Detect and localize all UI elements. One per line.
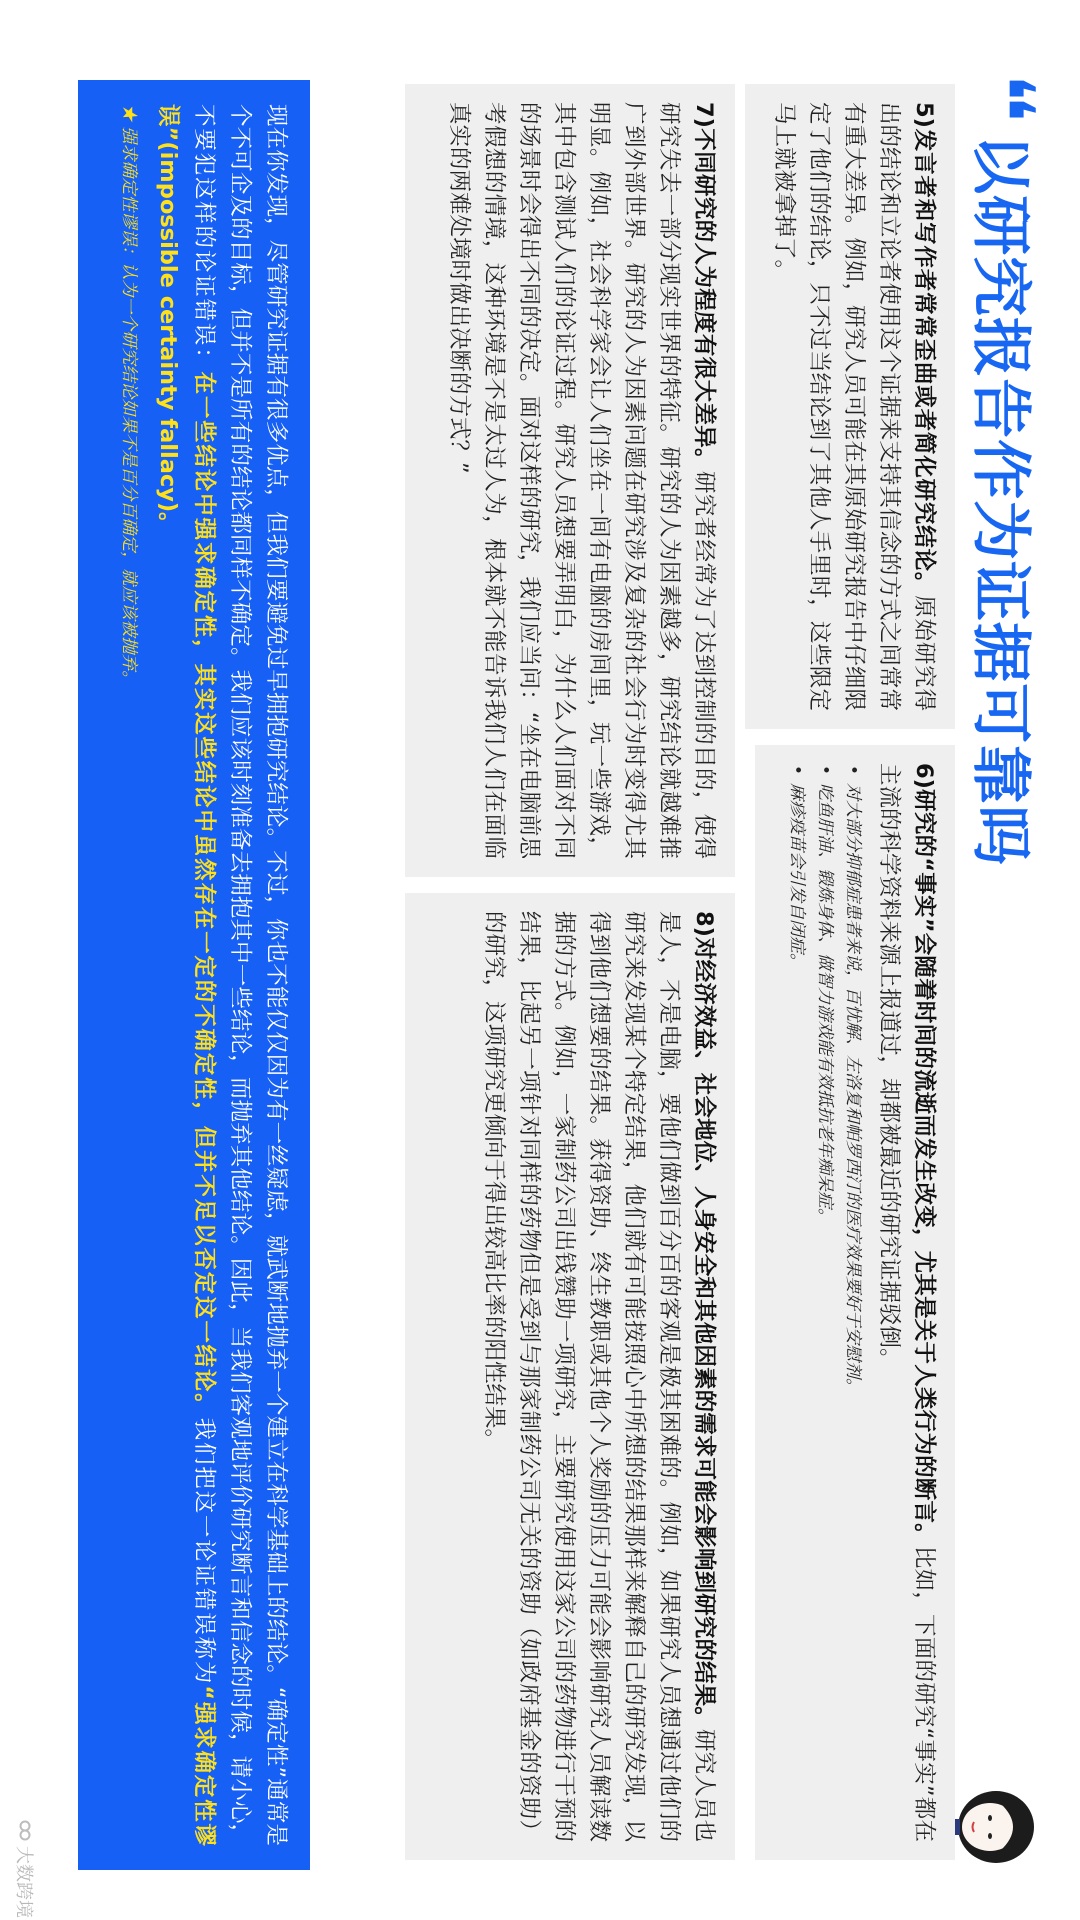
bullet-item: • 麻疹疫苗会引发自闭症。 [783, 763, 811, 1842]
page-title [960, 74, 1050, 1574]
panel-point-8 [405, 893, 735, 1860]
panel-text [766, 102, 941, 711]
panel-heading: 5)发言者和写作者常常歪曲或者简化研究结论。 [911, 102, 937, 596]
title-text: 以研究报告作为证据可靠吗 [965, 134, 1035, 867]
panel-body: 研究人员也是人，不是电脑，要他们做到百分百的客观是极其困难的。例如，如果研究人员想通过他们的研究来发现某个特定结果，他们就有可能按照心中所想的结果那样来解释自己的研究发现，以得到他们想要的结果。获得资助、终生教职或其他个人奖励的压力可能会影响研究人员解读数据的方式。例如，一家制药公司出钱赞助一项研究，主要研究使用这家公司的药物进行干预的结果，比起另一项针对同样的药物但是受到与那家制药公司无关的资助（如政府基金的资助）的研究，这项研究更倾向于得出较高比率的阳性结果。 [481, 911, 717, 1842]
panel-text [871, 763, 941, 1842]
summary-text: 我们把这一论证错误称为 [191, 1417, 217, 1686]
summary-paragraph [150, 104, 294, 1846]
summary-highlight: “强求确定性谬误”(impossible certainty fallacy)。 [155, 104, 217, 1846]
watermark [5, 1820, 45, 1920]
summary-box [78, 80, 310, 1870]
panel-body: 研究者经常为了达到控制的目的，使得研究失去一部分现实世界的特征。研究的人为因素越多，研究结论就越难推广到外部世界。研究的人为因素问题在研究涉及复杂的社会行为时变得尤其明显。例如，社会科学家会让人们坐在一间有电脑的房间里，玩一些游戏，其中包含测试人们的论证过程。研究人员想要弄明白，为什么人们面对不同的场景时会得出不同的决定。面对这样的研究，我们应当问：“坐在电脑前思考假想的情境，这种环境是不是太过人为，根本就不能告诉我们人们在面临真实的两难处境时做出决断的方式？” [446, 102, 717, 859]
bullet-item: • 对大部分抑郁症患者来说，百忧解、左洛复和帕罗西汀的医疗效果要好于安慰剂。 [839, 763, 867, 1842]
summary-highlight: 在一些结论中强求确定性，其实这些结论中虽然存在一定的不确定性，但并不足以否定这一结论。 [191, 371, 217, 1418]
panel-point-6 [755, 745, 955, 1860]
panel-point-5 [745, 84, 955, 729]
panel-heading: 6)研究的“事实”会随着时间的流逝而发生改变，尤其是关于人类行为的断言。 [911, 763, 937, 1546]
watermark-text: 大数跨境 [13, 1846, 34, 1918]
quote-icon: ❛❛ [960, 74, 1050, 117]
panel-heading: 8)对经济效益、社会地位、人身安全和其他因素的需求可能会影响到研究的结果。 [691, 911, 717, 1729]
panel-point-7 [405, 84, 735, 877]
brand-logo-icon [16, 1820, 34, 1842]
cartoon-girl-avatar-icon [944, 1782, 1040, 1872]
panel-body: 比如，下面的研究“事实”都在主流的科学资料来源上报道过，却都被最近的研究证据驳倒。 [876, 763, 937, 1842]
summary-text: 现在你发现，尽管研究证据有很多优点，但我们要避免过早拥抱研究结论。不过，你也不能仅仅因为有一丝疑虑，就武断地抛弃一个建立在科学基础上的结论。“确定性”通常是个不可企及的目标，但并不是所有的结论都同样不确定。我们应该时刻准备去拥抱其中一些结论，而抛弃其他结论。因此，当我们客观地评价研究断言和信念的时候，请小心，不要犯这样的论证错误： [191, 104, 289, 1846]
bullet-list [783, 763, 867, 1842]
panel-text [441, 102, 721, 859]
panel-body: 原始研究得出的结论和立论者使用这个证据来支持其信念的方式之间常常有重大差异。例如，研究人员可能在其原始研究报告中仔细限定了他们的结论，只不过当结论到了其他人手里时，这些限定马上就被拿掉了。 [771, 102, 937, 711]
bullet-item: • 吃鱼肝油、锻炼身体、做智力游戏能有效抵抗老年痴呆症。 [811, 763, 839, 1842]
panel-heading: 7)不同研究的人为程度有很大差异。 [691, 102, 717, 471]
summary-note: ★ 强求确定性谬误：认为一个研究结论如果不是百分百确定，就应该被抛弃。 [119, 104, 139, 688]
panel-text [476, 911, 721, 1842]
